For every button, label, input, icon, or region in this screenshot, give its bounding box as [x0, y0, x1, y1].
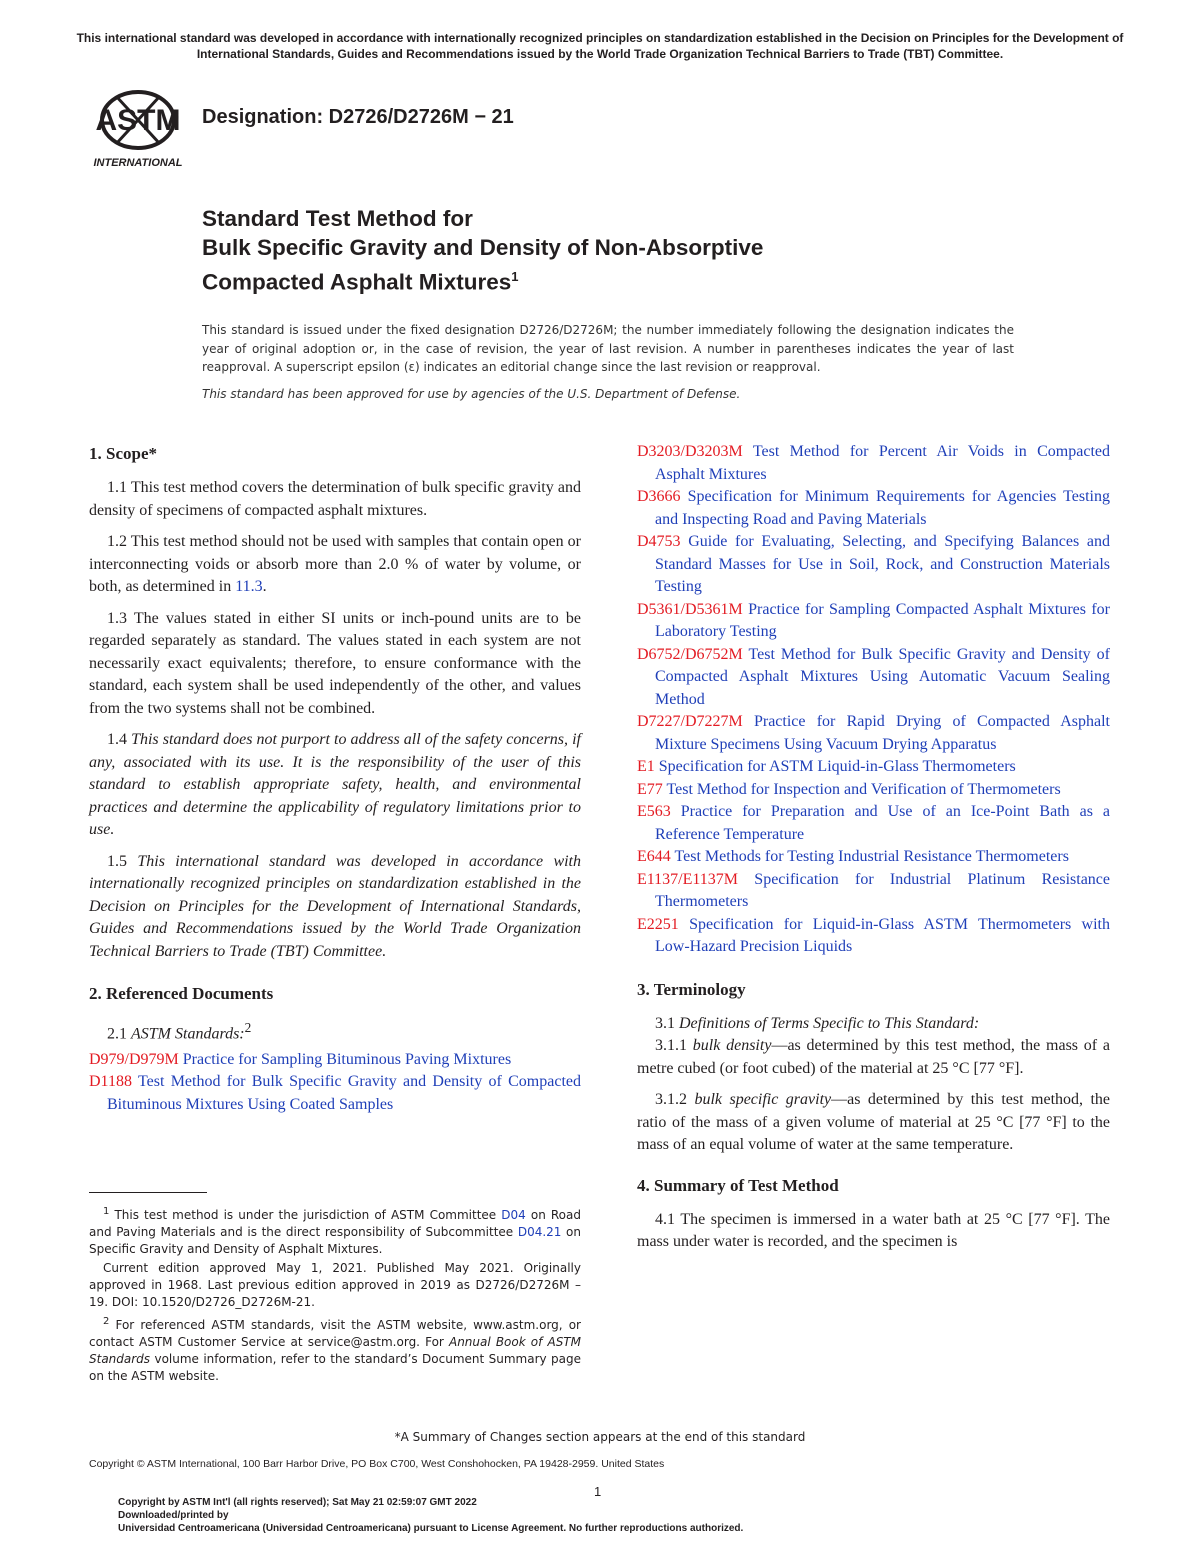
logo-text: ASTM [95, 104, 181, 137]
para-2-1: 2.1 ASTM Standards:$^2$ [107, 1020, 252, 1043]
copyright-line: Copyright © ASTM International, 100 Barr Harbor Drive, PO Box C700, West Conshohocken, PA 19428-2959. United States [89, 1458, 665, 1470]
reference-item[interactable]: D6752/D6752M Test Method for Bulk Specific Gravity and Density of Compacted Asphalt Mixtures Using Automatic Vacuum Sealing Method [637, 645, 1110, 708]
title-line-1: Standard Test Method for [202, 206, 473, 231]
astm-logo [88, 88, 190, 172]
title-footnote-mark: 1 [511, 269, 519, 284]
reference-item[interactable]: E563 Practice for Preparation and Use of an Ice-Point Bath as a Reference Temperature [637, 803, 1110, 843]
para-3-1-1: 3.1.1 bulk density—as determined by this test method, the mass of a metre cubed (or foot cubed) of the material at 25 °C [77 °F]. [637, 1037, 1111, 1077]
para-1-1: 1.1 This test method covers the determination of bulk specific gravity and density of specimens of compacted asphalt mixtures. [89, 479, 581, 519]
title-line-3: Compacted Asphalt Mixtures$^1$ [202, 269, 519, 295]
reference-item[interactable]: D3203/D3203M Test Method for Percent Air Voids in Compacted Asphalt Mixtures [637, 443, 1110, 483]
summary-of-changes-note: *A Summary of Changes section appears at the end of this standard [394, 1430, 806, 1444]
reference-item[interactable]: E1 Specification for ASTM Liquid-in-Glass Thermometers [637, 758, 1016, 775]
document-title [202, 204, 1102, 297]
summary-heading: 4. Summary of Test Method [637, 1175, 839, 1195]
para-1-3: 1.3 The values stated in either SI units or inch-pound units are to be regarded separately as standard. The values stated in each system are not necessarily exact equivalents; therefore, to ensure conformance with the standard, each system shall be used independently of the other, and values from the two systems shall not be combined. [89, 609, 581, 717]
top-notice: This international standard was developed in accordance with internationally recognized principles on standardization established in the Decision on Principles for the Development of International Standards, Guides and Recommendations issued by the World Trade Organization Technical Barriers to Trade (TBT) Committee. [76, 31, 1124, 61]
license-footer [118, 1496, 743, 1535]
section-11-3-link[interactable]: 11.3 [235, 578, 263, 595]
terminology-heading: 3. Terminology [637, 979, 746, 999]
reference-item[interactable]: D5361/D5361M Practice for Sampling Compacted Asphalt Mixtures for Laboratory Testing [637, 600, 1110, 640]
footnotes [89, 1203, 581, 1387]
issued-note: This standard is issued under the fixed designation D2726/D2726M; the number immediately following the designation indicates the year of original adoption or, in the case of revision, the year of last revision. A number in parentheses indicates the year of last reapproval. A superscript epsilon (ε) indicates an editorial change since the last revision or reapproval. [202, 323, 1014, 374]
para-1-4: 1.4 This standard does not purport to address all of the safety concerns, if any, associated with its use. It is the responsibility of the user of this standard to establish appropriate safety, health, and environmental practices and determine the applicability of regulatory limitations prior to use. [89, 731, 582, 838]
scope-heading: 1. Scope* [89, 444, 157, 463]
left-column [89, 441, 581, 1116]
reference-item[interactable]: E1137/E1137M Specification for Industrial Platinum Resistance Thermometers [637, 870, 1110, 910]
reference-item[interactable]: D979/D979M Practice for Sampling Bituminous Paving Mixtures [89, 1050, 512, 1068]
designation: Designation: D2726/D2726M − 21 [202, 106, 514, 128]
approved-note: This standard has been approved for use by agencies of the U.S. Department of Defense. [202, 387, 741, 401]
license-line-3: Universidad Centroamericana (Universidad Centroamericana) pursuant to License Agreement. No further reproductions authorized. [118, 1523, 744, 1534]
footnote-1: $^1$ This test method is under the jurisdiction of ASTM Committee D04 on Road and Paving Materials and is the direct responsibility of Subcommittee D04.21 on Specific Gravity and Density of Asphalt Mixtures. [89, 1206, 581, 1256]
reference-item[interactable]: E644 Test Methods for Testing Industrial Resistance Thermometers [637, 848, 1069, 865]
license-line-1: Copyright by ASTM Int'l (all rights reserved); Sat May 21 02:59:07 GMT 2022 [118, 1497, 477, 1508]
footnote-2: $^2$ For referenced ASTM standards, visit the ASTM website, www.astm.org, or contact ASTM Customer Service at service@astm.org. For Annual Book of ASTM Standards volume information, refer to the standard’s Document Summary page on the ASTM website. [89, 1316, 581, 1383]
logo-subtext: INTERNATIONAL [93, 157, 183, 169]
footnote-divider [89, 1192, 207, 1193]
reference-item[interactable]: D1188 Test Method for Bulk Specific Gravity and Density of Compacted Bituminous Mixtures Using Coated Samples [89, 1073, 581, 1113]
para-4-1: 4.1 The specimen is immersed in a water bath at 25 °C [77 °F]. The mass under water is recorded, and the specimen is [637, 1210, 1110, 1250]
para-1-2: 1.2 This test method should not be used with samples that contain open or interconnecting voids or absorb more than 2.0 % of water by volume, or both, as determined in 11.3. [89, 533, 581, 595]
committee-d04-link[interactable]: D04 [501, 1208, 526, 1222]
referenced-documents-heading: 2. Referenced Documents [89, 984, 274, 1003]
para-3-1-2: 3.1.2 bulk specific gravity—as determined by this test method, the ratio of the mass of a given volume of material at 25 °C [77 °F] to the mass of an equal volume of water at the same temperature. [637, 1091, 1111, 1153]
para-1-5: 1.5 This international standard was developed in accordance with internationally recognized principles on standardization established in the Decision on Principles for the Development of International Standards, Guides and Recommendations issued by the World Trade Organization Technical Barriers to Trade (TBT) Committee. [89, 852, 582, 960]
para-3-1: 3.1 Definitions of Terms Specific to This Standard: [655, 1014, 980, 1032]
license-line-2: Downloaded/printed by [118, 1510, 229, 1521]
reference-item[interactable]: D7227/D7227M Practice for Rapid Drying of Compacted Asphalt Mixture Specimens Using Vacuum Drying Apparatus [637, 713, 1110, 753]
title-line-2: Bulk Specific Gravity and Density of Non-Absorptive [202, 235, 764, 260]
subcommittee-d04-21-link[interactable]: D04.21 [517, 1225, 562, 1239]
page-number: 1 [594, 1484, 602, 1499]
reference-item[interactable]: E2251 Specification for Liquid-in-Glass ASTM Thermometers with Low-Hazard Precision Liquids [637, 915, 1110, 955]
right-column [637, 441, 1110, 1263]
reference-item[interactable]: E77 Test Method for Inspection and Verification of Thermometers [637, 780, 1061, 798]
footnote-1-edition: Current edition approved May 1, 2021. Published May 2021. Originally approved in 1968. Last previous edition approved in 2019 as D2726/D2726M – 19. DOI: 10.1520/D2726_D2726M-21. [89, 1261, 581, 1309]
reference-item[interactable]: D3666 Specification for Minimum Requirements for Agencies Testing and Inspecting Road and Paving Materials [637, 488, 1110, 528]
reference-item[interactable]: D4753 Guide for Evaluating, Selecting, and Specifying Balances and Standard Masses for Use in Soil, Rock, and Construction Materials Testing [637, 533, 1110, 595]
